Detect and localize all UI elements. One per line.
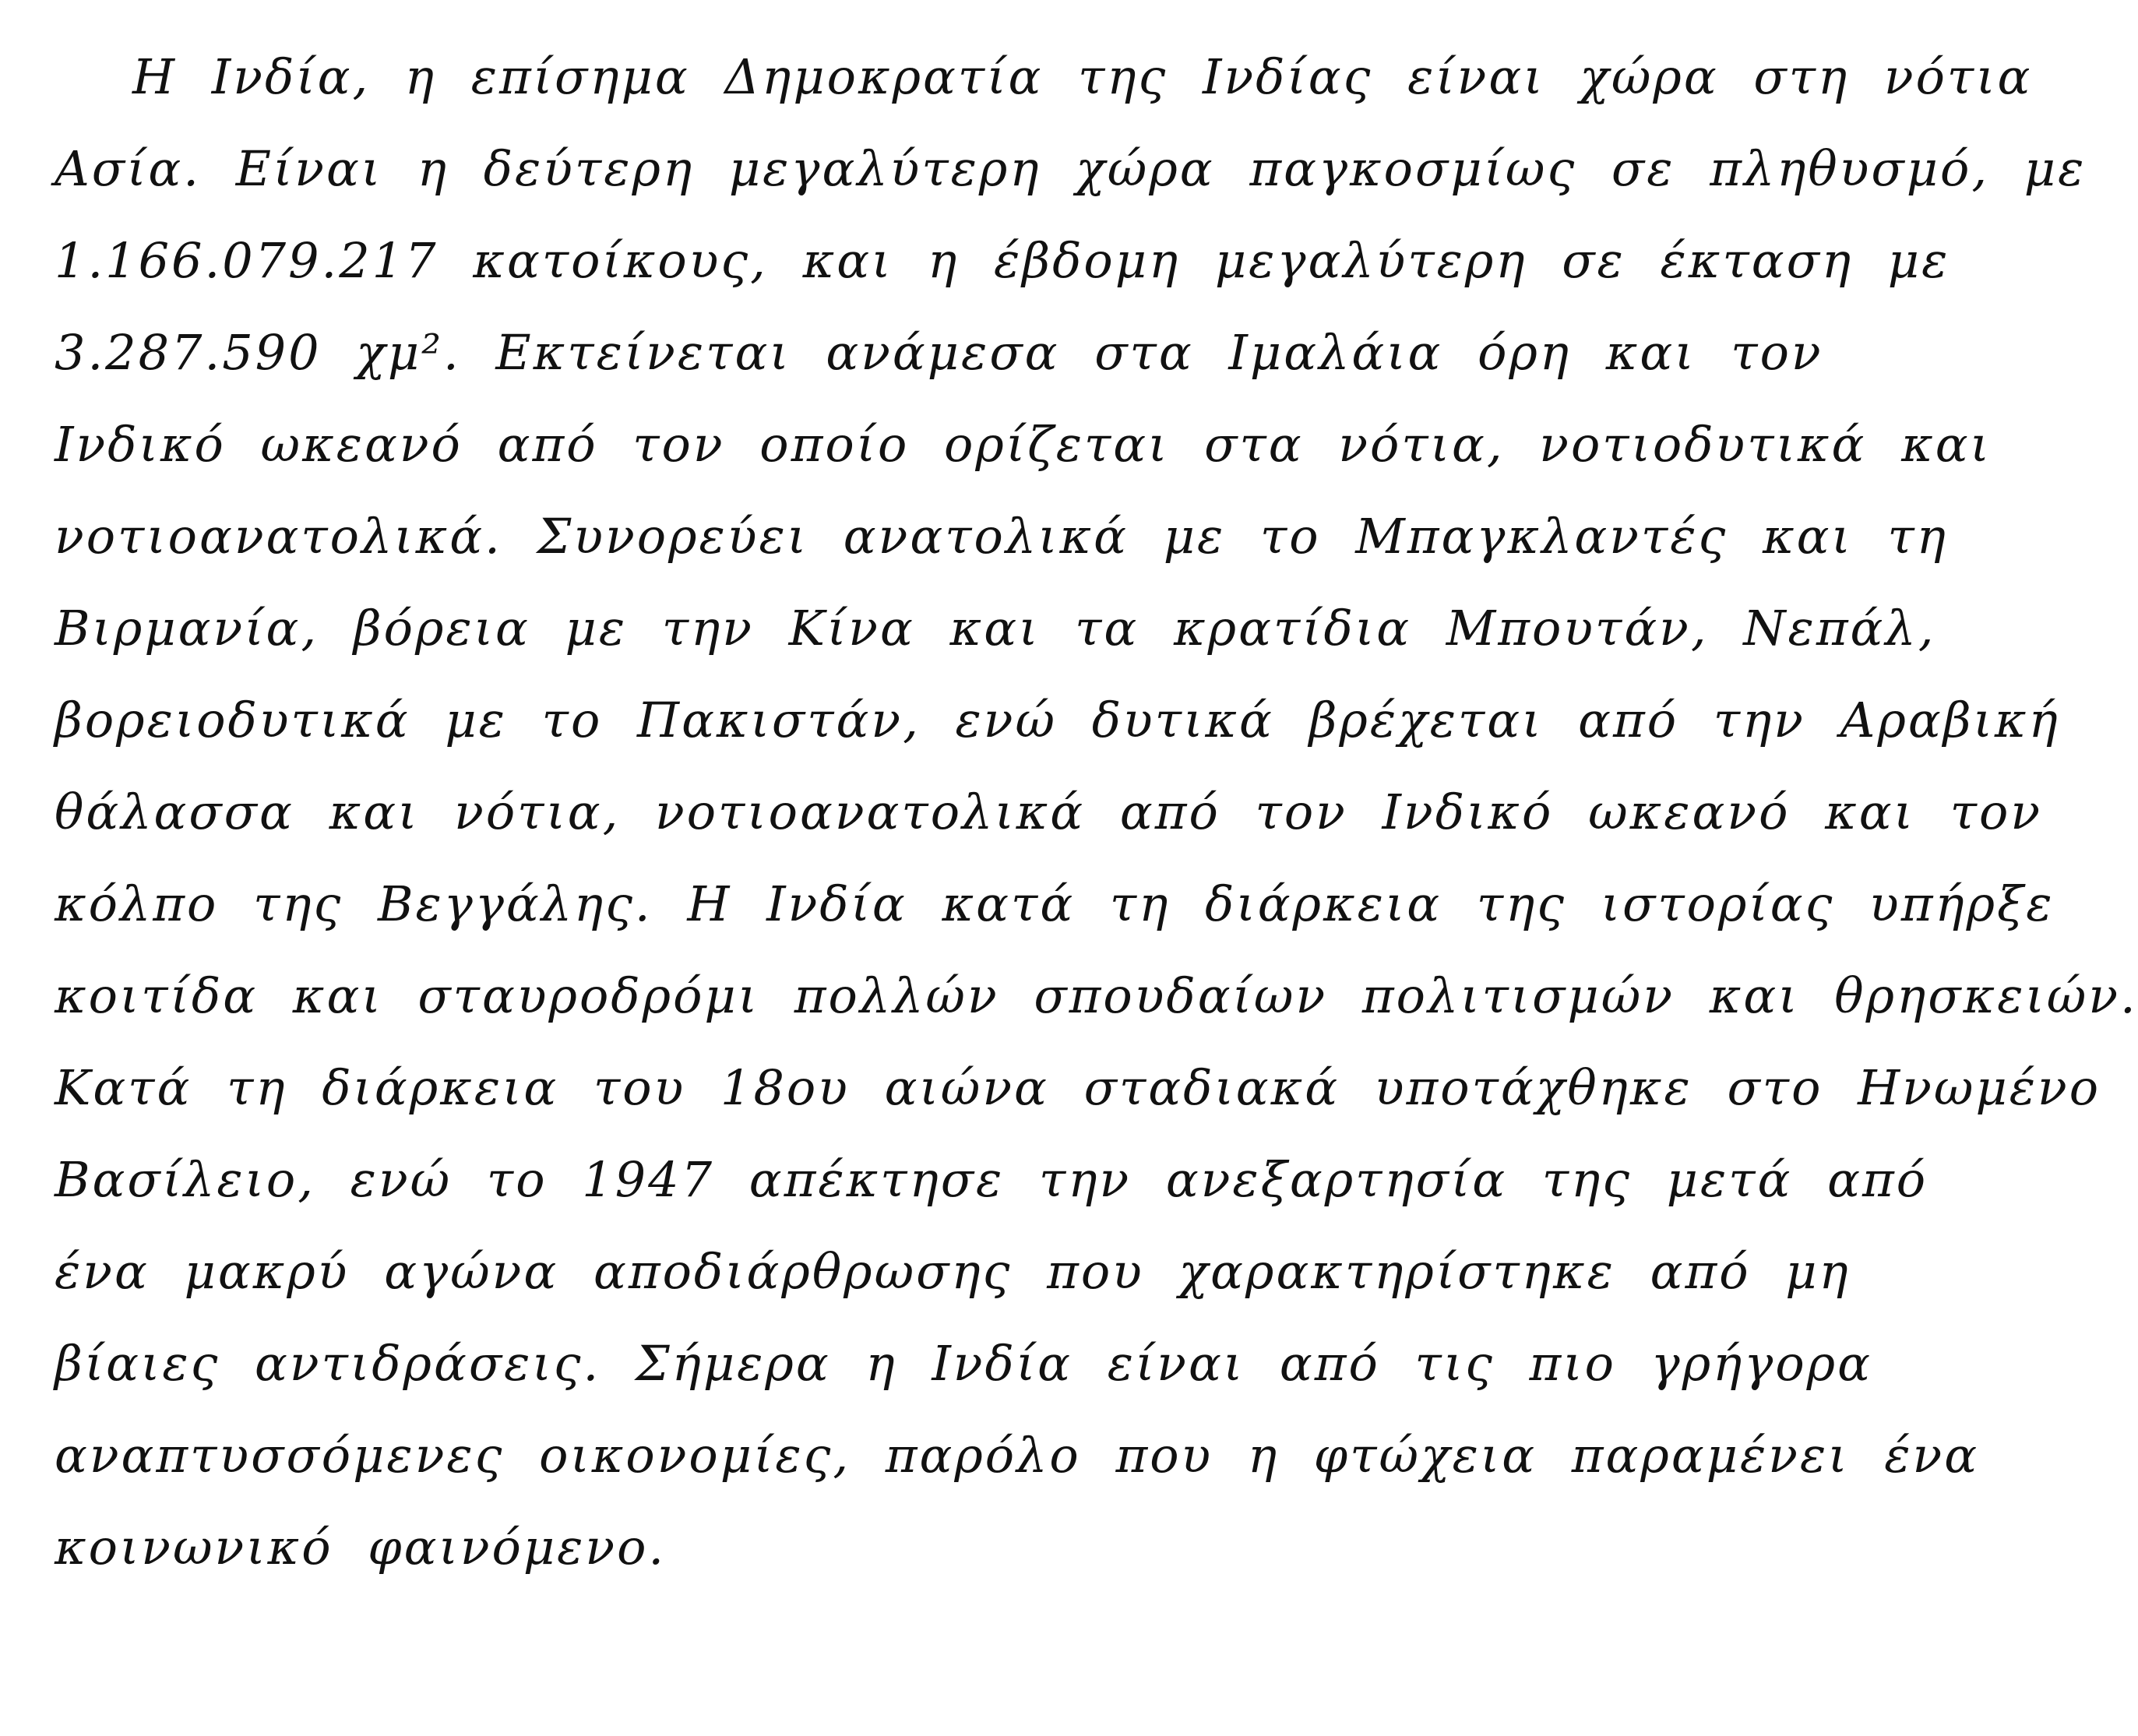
- text-line: 1.166.079.217 κατοίκους, και η έβδομη μεγαλύτερη σε έκταση με: [55, 232, 1950, 289]
- handwritten-text-block: [55, 31, 2138, 1593]
- text-line: 3.287.590 χμ². Εκτείνεται ανάμεσα στα Ιμαλάια όρη και τον: [55, 324, 1823, 381]
- text-line: θάλασσα και νότια, νοτιοανατολικά από τον Ινδικό ωκεανό και τον: [55, 783, 2043, 840]
- text-line: Ασία. Είναι η δεύτερη μεγαλύτερη χώρα παγκοσμίως σε πληθυσμό, με: [55, 140, 2087, 197]
- text-line: νοτιοανατολικά. Συνορεύει ανατολικά με το Μπαγκλαντές και τη: [55, 508, 1948, 565]
- text-line: Κατά τη διάρκεια του 18ου αιώνα σταδιακά υποτάχθηκε στο Ηνωμένο: [55, 1059, 2101, 1116]
- text-line: βορειοδυτικά με το Πακιστάν, ενώ δυτικά βρέχεται από την Αραβική: [55, 692, 2060, 748]
- text-line: Βασίλειο, ενώ το 1947 απέκτησε την ανεξαρτησία της μετά από: [55, 1151, 1928, 1208]
- text-line: αναπτυσσόμενες οικονομίες, παρόλο που η φτώχεια παραμένει ένα: [55, 1427, 1980, 1484]
- text-line: Βιρμανία, βόρεια με την Κίνα και τα κρατίδια Μπουτάν, Νεπάλ,: [55, 600, 1936, 657]
- text-line: Ινδικό ωκεανό από τον οποίο ορίζεται στα νότια, νοτιοδυτικά και: [55, 416, 1992, 473]
- text-line: κοινωνικό φαινόμενο.: [55, 1519, 667, 1576]
- text-line: ένα μακρύ αγώνα αποδιάρθρωσης που χαρακτηρίστηκε από μη: [55, 1243, 1851, 1300]
- text-line: βίαιες αντιδράσεις. Σήμερα η Ινδία είναι από τις πιο γρήγορα: [55, 1335, 1872, 1392]
- text-line: Η Ινδία, η επίσημα Δημοκρατία της Ινδίας είναι χώρα στη νότια: [132, 48, 2033, 105]
- text-line: κόλπο της Βεγγάλης. Η Ινδία κατά τη διάρκεια της ιστορίας υπήρξε: [55, 875, 2055, 932]
- text-line: κοιτίδα και σταυροδρόμι πολλών σπουδαίων πολιτισμών και θρησκειών.: [55, 967, 2138, 1024]
